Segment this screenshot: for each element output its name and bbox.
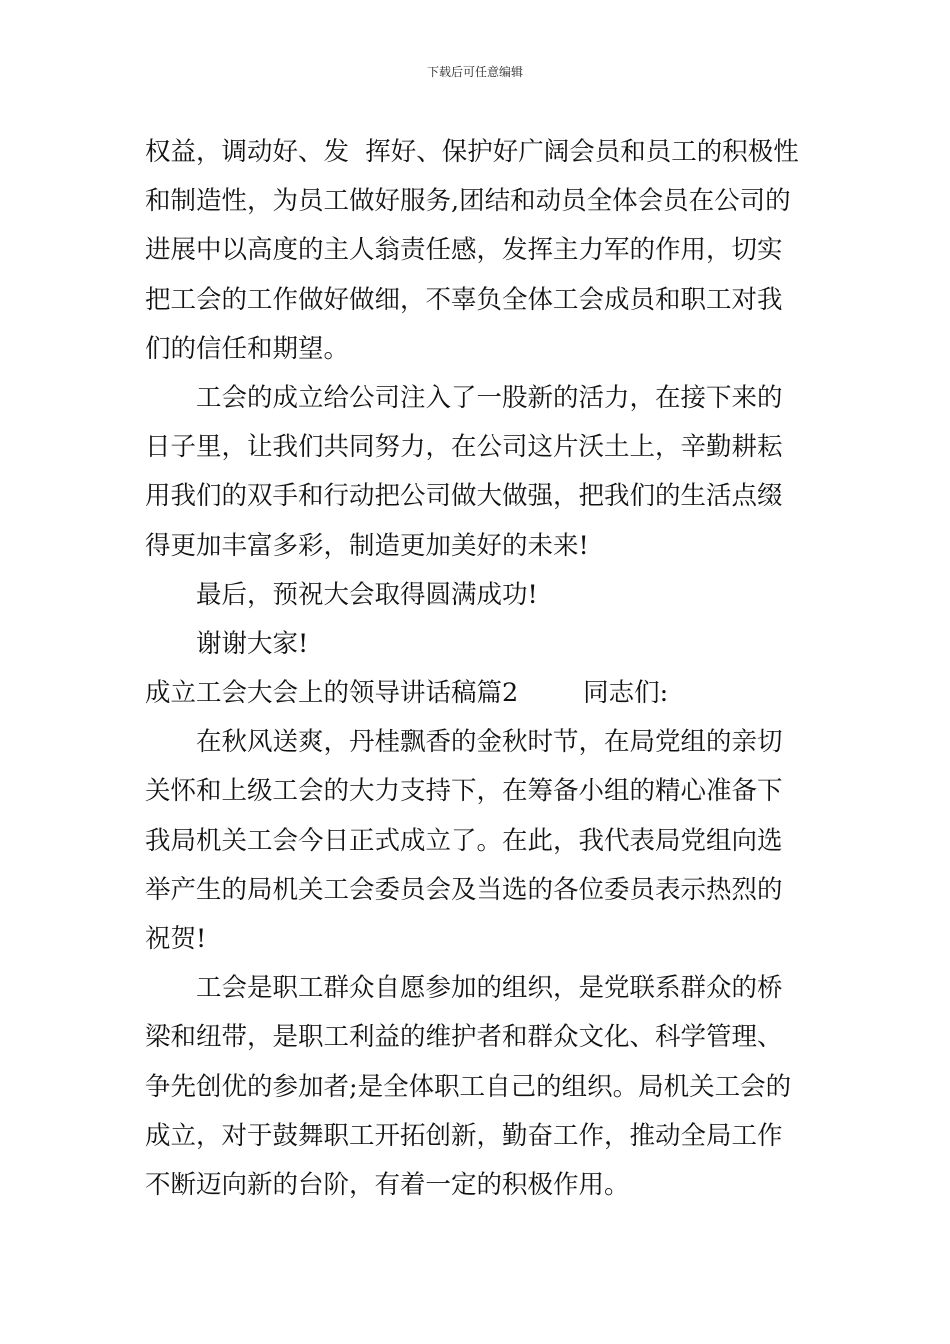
text-line-9: 得更加丰富多彩，制造更加美好的未来! xyxy=(145,530,589,561)
text-line-7: 日子里，让我们共同努力，在公司这片沃土上，辛勤耕耘 xyxy=(145,432,783,463)
text-line-17: 祝贺! xyxy=(145,924,207,954)
text-line-14: 关怀和上级工会的大力支持下，在筹备小组的精心准备下 xyxy=(145,776,783,807)
document-body xyxy=(145,128,810,1210)
text-line-11: 谢谢大家! xyxy=(196,628,309,659)
text-line-2: 和制造性，为员工做好服务,团结和动员全体会员在公司的 xyxy=(145,186,791,217)
text-line-3: 进展中以高度的主人翁责任感，发挥主力军的作用，切实 xyxy=(145,235,783,266)
text-line-1: 权益，调动好、发 挥好、保护好广阔会员和员工的积极性 xyxy=(145,137,799,167)
text-line-21: 成立，对于鼓舞职工开拓创新，勤奋工作，推动全局工作 xyxy=(145,1120,783,1151)
page-header-note: 下载后可任意编辑 xyxy=(426,65,523,79)
text-line-6: 工会的成立给公司注入了一股新的活力，在接下来的 xyxy=(196,382,783,413)
text-line-19: 梁和纽带，是职工利益的维护者和群众文化、科学管理、 xyxy=(145,1022,783,1053)
text-line-13: 在秋风送爽，丹桂飘香的金秋时节，在局党组的亲切 xyxy=(196,727,783,758)
text-line-15: 我局机关工会今日正式成立了。在此，我代表局党组向选 xyxy=(145,825,783,856)
text-line-18: 工会是职工群众自愿参加的组织，是党联系群众的桥 xyxy=(196,973,783,1004)
text-line-10: 最后，预祝大会取得圆满成功! xyxy=(196,579,538,610)
text-line-4: 把工会的工作做好做细，不辜负全体工会成员和职工对我 xyxy=(145,284,783,315)
text-line-5: 们的信任和期望。 xyxy=(145,333,350,364)
text-line-8: 用我们的双手和行动把公司做大做强，把我们的生活点缀 xyxy=(145,481,783,512)
text-line-22: 不断迈向新的台阶，有着一定的积极作用。 xyxy=(145,1169,630,1200)
section-heading-line: 成立工会大会上的领导讲话稿篇2 同志们: xyxy=(145,678,669,709)
text-line-16: 举产生的局机关工会委员会及当选的各位委员表示热烈的 xyxy=(145,874,783,905)
text-line-20: 争先创优的参加者;是全体职工自己的组织。局机关工会的 xyxy=(145,1071,792,1102)
